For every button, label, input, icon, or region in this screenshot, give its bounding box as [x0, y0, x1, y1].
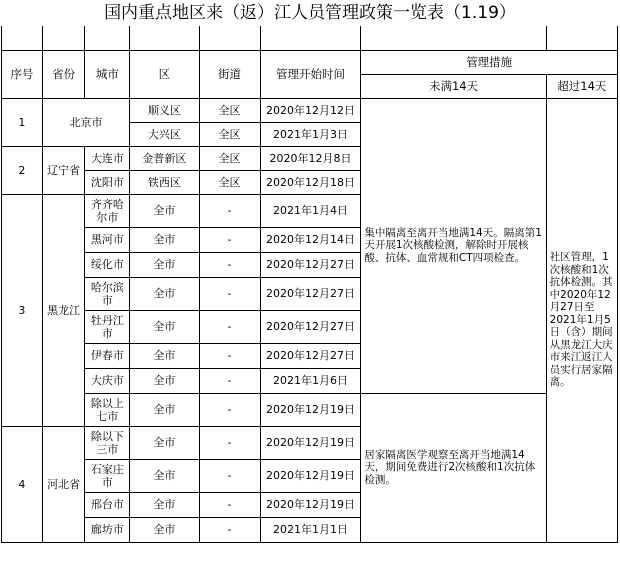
district-cell: 铁西区 [130, 170, 199, 194]
seq-cell: 3 [2, 194, 43, 426]
district-cell: 全市 [130, 310, 199, 343]
city-cell: 石家庄市 [85, 459, 130, 492]
street-cell: - [199, 393, 260, 426]
policy-table [1, 26, 618, 543]
street-cell: - [199, 492, 260, 517]
header-district: 区 [130, 50, 199, 98]
start-time-cell: 2020年12月27日 [260, 252, 361, 277]
header-over-14: 超过14天 [546, 74, 617, 98]
header-province: 省份 [42, 50, 85, 98]
table-row [2, 393, 618, 426]
header-start-time: 管理开始时间 [260, 50, 361, 98]
start-time-cell: 2021年1月6日 [260, 368, 361, 393]
city-cell: 除以上七市 [85, 393, 130, 426]
city-cell: 沈阳市 [85, 170, 130, 194]
start-time-cell: 2020年12月19日 [260, 393, 361, 426]
district-cell: 全市 [130, 227, 199, 252]
spacer-row [2, 26, 618, 50]
start-time-cell: 2020年12月27日 [260, 343, 361, 368]
city-cell: 牡丹江市 [85, 310, 130, 343]
district-cell: 全市 [130, 343, 199, 368]
city-cell: 除以下三市 [85, 426, 130, 459]
header-street: 街道 [199, 50, 260, 98]
district-cell: 金普新区 [130, 146, 199, 170]
start-time-cell: 2020年12月8日 [260, 146, 361, 170]
district-cell: 全市 [130, 277, 199, 310]
measure-centralized-isolation: 集中隔离至离开当地满14天。隔离第1天开展1次核酸检测，解除时开展核酸、抗体、血常规和CT四项检查。 [361, 98, 546, 393]
start-time-cell: 2020年12月12日 [260, 98, 361, 122]
province-cell: 黑龙江 [42, 194, 85, 426]
district-cell: 全市 [130, 459, 199, 492]
province-cell: 辽宁省 [42, 146, 85, 194]
start-time-cell: 2020年12月14日 [260, 227, 361, 252]
page-title: 国内重点地区来（返）江人员管理政策一览表（1.19） [104, 3, 516, 23]
city-cell: 齐齐哈尔市 [85, 194, 130, 227]
header-measures: 管理措施 [361, 50, 618, 74]
district-cell: 全市 [130, 368, 199, 393]
table-row [2, 98, 618, 122]
street-cell: - [199, 426, 260, 459]
header-under-14: 未满14天 [361, 74, 546, 98]
street-cell: - [199, 277, 260, 310]
start-time-cell: 2020年12月19日 [260, 459, 361, 492]
street-cell: - [199, 227, 260, 252]
district-cell: 全市 [130, 426, 199, 459]
district-cell: 全市 [130, 492, 199, 517]
street-cell: - [199, 343, 260, 368]
city-cell: 大连市 [85, 146, 130, 170]
district-cell: 全市 [130, 252, 199, 277]
province-cell: 北京市 [42, 98, 130, 146]
start-time-cell: 2021年1月1日 [260, 517, 361, 542]
street-cell: - [199, 194, 260, 227]
street-cell: - [199, 252, 260, 277]
start-time-cell: 2021年1月4日 [260, 194, 361, 227]
header-row-1 [2, 50, 618, 74]
measure-community-management: 社区管理，1次核酸和1次抗体检测。其中2020年12月27日至2021年1月5日（含）期间从黑龙江大庆市来江返江人员实行居家隔离。 [546, 98, 617, 542]
district-cell: 顺义区 [130, 98, 199, 122]
street-cell: - [199, 517, 260, 542]
street-cell: 全区 [199, 146, 260, 170]
street-cell: - [199, 368, 260, 393]
seq-cell: 4 [2, 426, 43, 542]
city-cell: 大庆市 [85, 368, 130, 393]
start-time-cell: 2021年1月3日 [260, 122, 361, 146]
district-cell: 全市 [130, 194, 199, 227]
street-cell: - [199, 459, 260, 492]
city-cell: 邢台市 [85, 492, 130, 517]
start-time-cell: 2020年12月19日 [260, 426, 361, 459]
start-time-cell: 2020年12月27日 [260, 277, 361, 310]
street-cell: 全区 [199, 170, 260, 194]
district-cell: 全市 [130, 517, 199, 542]
measure-home-isolation: 居家隔离医学观察至离开当地满14天，期间免费进行2次核酸和1次抗体检测。 [361, 393, 546, 542]
header-seq: 序号 [2, 50, 43, 98]
city-cell: 哈尔滨市 [85, 277, 130, 310]
district-cell: 大兴区 [130, 122, 199, 146]
start-time-cell: 2020年12月27日 [260, 310, 361, 343]
street-cell: - [199, 310, 260, 343]
street-cell: 全区 [199, 122, 260, 146]
header-city: 城市 [85, 50, 130, 98]
district-cell: 全市 [130, 393, 199, 426]
province-cell: 河北省 [42, 426, 85, 542]
start-time-cell: 2020年12月19日 [260, 492, 361, 517]
seq-cell: 1 [2, 98, 43, 146]
city-cell: 绥化市 [85, 252, 130, 277]
city-cell: 黑河市 [85, 227, 130, 252]
start-time-cell: 2020年12月18日 [260, 170, 361, 194]
seq-cell: 2 [2, 146, 43, 194]
city-cell: 伊春市 [85, 343, 130, 368]
street-cell: 全区 [199, 98, 260, 122]
city-cell: 廊坊市 [85, 517, 130, 542]
